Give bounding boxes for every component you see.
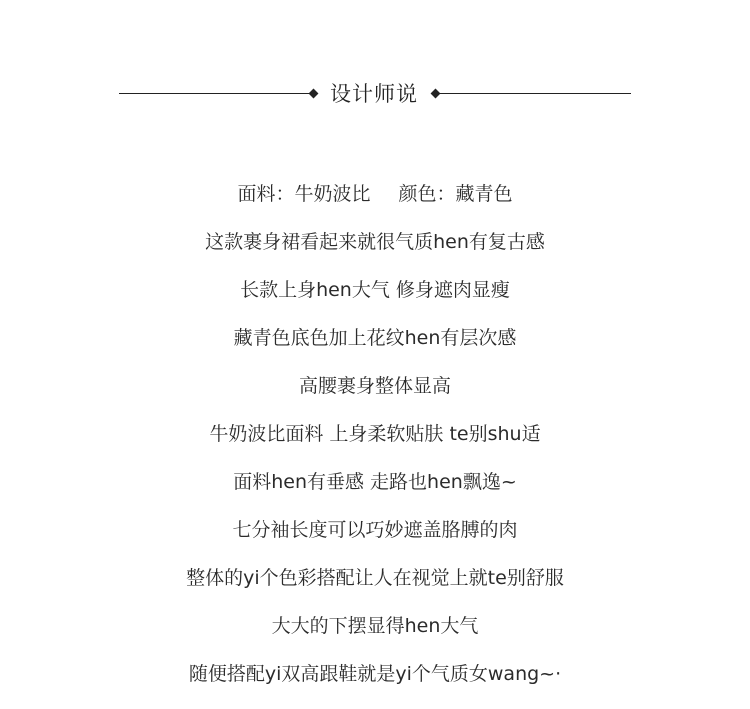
description-line: 随便搭配yi双高跟鞋就是yi个气质女wang~· xyxy=(188,663,562,685)
description-line: 长款上身hen大气 修身遮肉显瘦 xyxy=(240,279,510,301)
description-line: 这款裹身裙看起来就很气质hen有复古感 xyxy=(205,231,545,253)
diamond-left-icon xyxy=(309,89,319,99)
fabric-label: 面料：牛奶波比 xyxy=(237,183,371,205)
header-divider-right xyxy=(437,93,631,94)
header-divider-left xyxy=(119,93,311,94)
description-line: 藏青色底色加上花纹hen有层次感 xyxy=(233,327,517,349)
designer-description xyxy=(0,178,750,706)
fabric-color-line xyxy=(0,178,750,226)
section-header xyxy=(119,80,631,108)
color-label: 颜色：藏青色 xyxy=(398,183,513,205)
description-line: 面料hen有垂感 走路也hen飘逸~ xyxy=(233,471,517,493)
description-line: 七分袖长度可以巧妙遮盖胳膊的肉 xyxy=(232,519,518,541)
section-title: 设计师说 xyxy=(330,82,418,106)
description-line: 高腰裹身整体显高 xyxy=(298,375,451,397)
description-line: 整体的yi个色彩搭配让人在视觉上就te别舒服 xyxy=(186,567,564,589)
description-line: 牛奶波比面料 上身柔软贴肤 te别shu适 xyxy=(209,423,541,445)
description-line: 大大的下摆显得hen大气 xyxy=(271,615,479,637)
